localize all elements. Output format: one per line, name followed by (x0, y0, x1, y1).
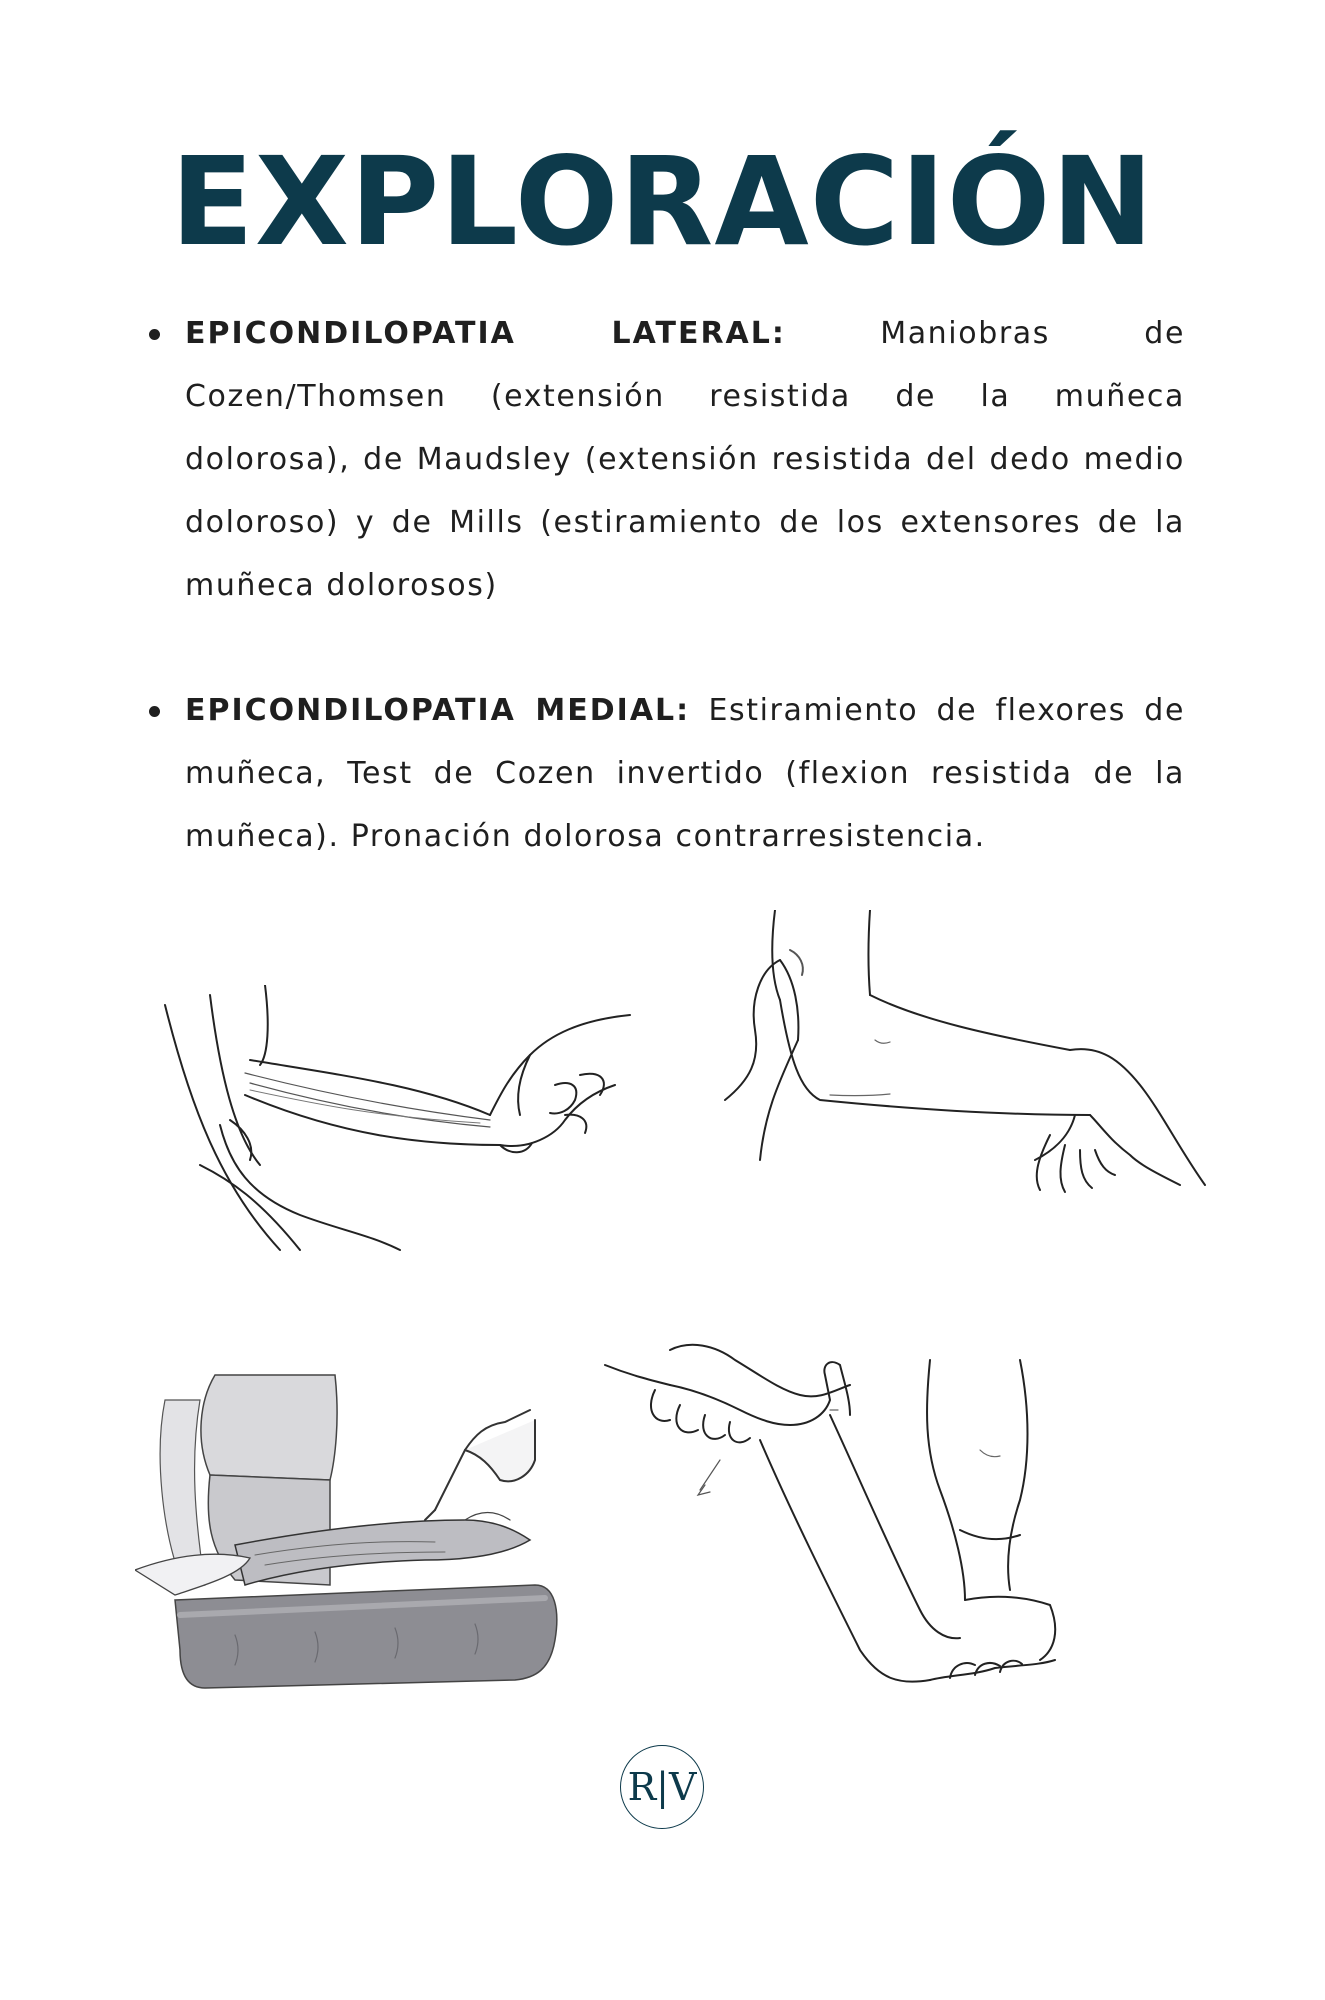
logo-monogram: R|V (627, 1765, 697, 1809)
list-item-medial (185, 679, 1185, 868)
brand-logo (620, 1745, 704, 1829)
item-heading: EPICONDILOPATIA MEDIAL: (185, 693, 691, 728)
page-title: EXPLORACIÓN (170, 131, 1155, 273)
bullet-dot (149, 706, 160, 717)
illustration-wrist-resistance (720, 910, 1210, 1250)
bullet-dot (149, 329, 160, 340)
item-text: Estiramiento de flexores de muñeca, Test de Cozen invertido (flexion resistida de la muñeca). Pronación dolorosa contrarresistencia. (185, 693, 1186, 854)
exam-list (185, 302, 1185, 868)
item-text: Maniobras de Cozen/Thomsen (extensión resistida de la muñeca dolorosa), de Maudsley (extensión resistida del dedo medio doloroso) y de Mills (estiramiento de los extensores de la muñeca dolorosos) (185, 316, 1186, 603)
item-heading: EPICONDILOPATIA LATERAL: (185, 316, 786, 351)
list-item-lateral (185, 302, 1185, 617)
illustration-wrist-flexion (600, 1330, 1080, 1700)
illustration-forearm-stretch (160, 985, 650, 1265)
illustration-forearm-anatomy (135, 1370, 625, 1695)
